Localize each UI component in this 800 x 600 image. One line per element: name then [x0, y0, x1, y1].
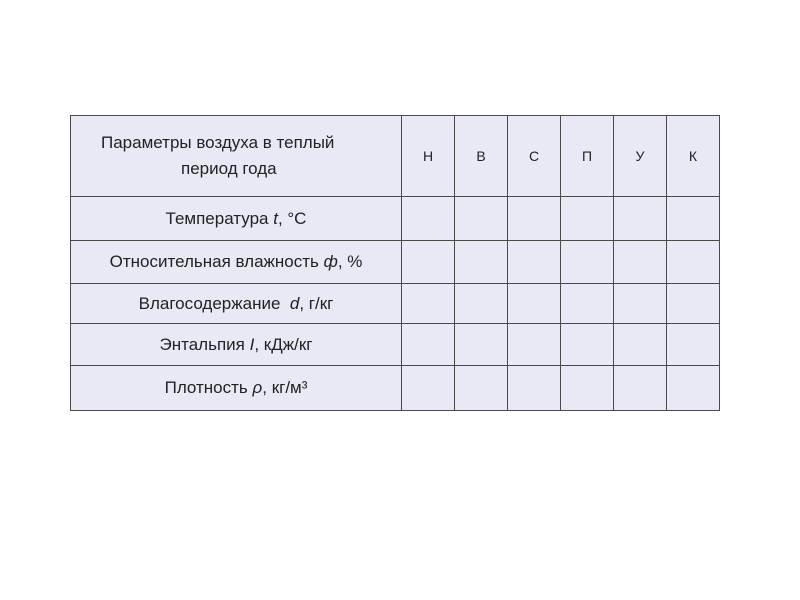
table-cell: [614, 241, 667, 284]
row-label-text: Температура: [165, 208, 274, 228]
row-unit: , кг/м³: [262, 378, 308, 397]
table-cell: [455, 366, 508, 411]
header-label-line-2: период года: [181, 159, 277, 178]
table-row-moisture-content: [71, 284, 720, 324]
column-header-p: П: [561, 116, 614, 197]
row-label-text: Влагосодержание: [138, 293, 290, 313]
table-cell: [402, 197, 455, 241]
row-label-text: Плотность: [164, 378, 253, 397]
table-cell: [508, 241, 561, 284]
header-label-line-1: Параметры воздуха в теплый: [101, 133, 335, 152]
row-label-temperature: [71, 197, 402, 241]
row-symbol: t: [273, 208, 278, 228]
table-cell: [455, 241, 508, 284]
table-cell: [455, 284, 508, 324]
header-parameter-label: [71, 116, 402, 197]
table-cell: [402, 324, 455, 366]
table-row-density: [71, 366, 720, 411]
table-cell: [508, 197, 561, 241]
table-cell: [402, 241, 455, 284]
row-unit: , %: [337, 252, 363, 271]
row-symbol: ф: [323, 252, 338, 271]
table-cell: [508, 284, 561, 324]
table-cell: [455, 197, 508, 241]
row-label-enthalpy: [71, 324, 402, 366]
column-header-k: К: [667, 116, 720, 197]
table-cell: [508, 366, 561, 411]
table-cell: [667, 197, 720, 241]
row-label-text: Энтальпия: [159, 334, 250, 354]
row-label-humidity: [71, 241, 402, 284]
row-label-density: [71, 366, 402, 411]
table-row-temperature: [71, 197, 720, 241]
row-unit: , кДж/кг: [254, 334, 313, 354]
row-label-moisture-content: [71, 284, 402, 324]
row-symbol: ρ: [252, 378, 263, 397]
table-cell: [614, 366, 667, 411]
row-label-text: Относительная влажность: [109, 252, 324, 271]
row-symbol: I: [249, 334, 255, 354]
row-symbol: d: [289, 293, 300, 313]
table-row-enthalpy: [71, 324, 720, 366]
table-cell: [667, 241, 720, 284]
table-cell: [667, 284, 720, 324]
table-cell: [561, 197, 614, 241]
table-cell: [561, 284, 614, 324]
table-cell: [402, 366, 455, 411]
table-cell: [402, 284, 455, 324]
table-header-row: [71, 116, 720, 197]
table-cell: [508, 324, 561, 366]
table-cell: [561, 241, 614, 284]
column-header-n: Н: [402, 116, 455, 197]
row-unit: , °С: [277, 208, 307, 228]
table-cell: [561, 324, 614, 366]
table-cell: [614, 284, 667, 324]
air-parameters-table: [70, 115, 720, 411]
table-cell: [614, 324, 667, 366]
table-cell: [667, 324, 720, 366]
table-row-humidity: [71, 241, 720, 284]
table-cell: [455, 324, 508, 366]
table-cell: [561, 366, 614, 411]
column-header-u: У: [614, 116, 667, 197]
row-unit: , г/кг: [299, 293, 334, 313]
table-cell: [667, 366, 720, 411]
table-cell: [614, 197, 667, 241]
column-header-v: В: [455, 116, 508, 197]
column-header-s: С: [508, 116, 561, 197]
